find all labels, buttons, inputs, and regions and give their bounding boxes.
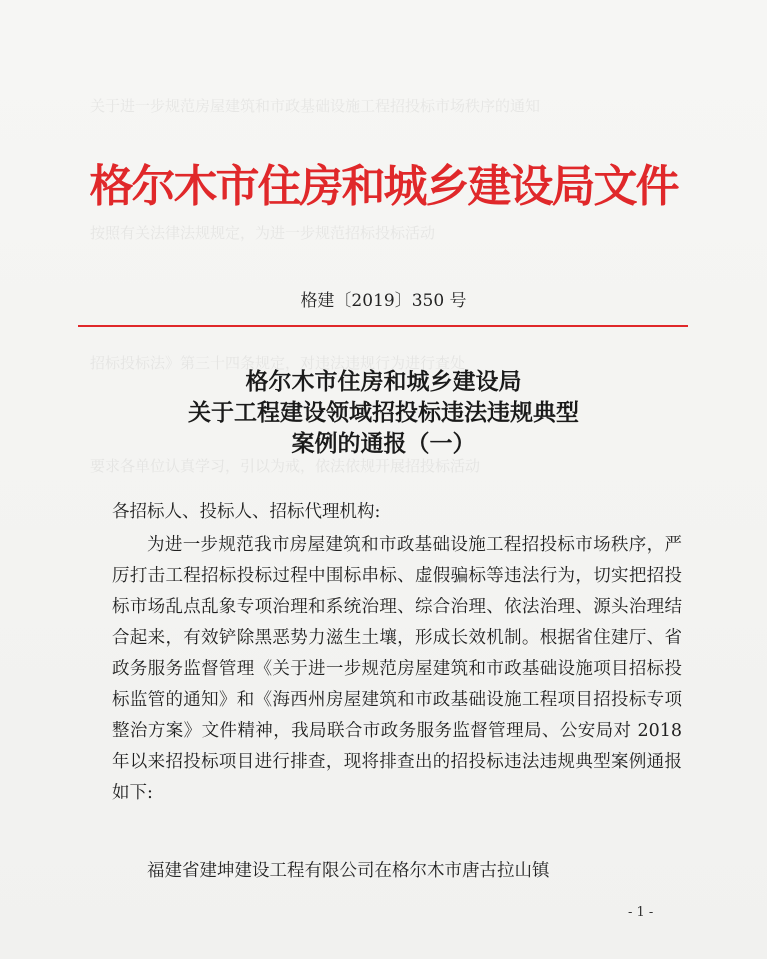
- header-divider: [78, 325, 688, 327]
- subject-line-1: 格尔木市住房和城乡建设局: [245, 368, 522, 395]
- document-header-title: 格尔木市住房和城乡建设局文件: [89, 161, 678, 212]
- document-number: 格建〔2019〕350 号: [300, 291, 467, 311]
- bleed-through-text: 关于进一步规范房屋建筑和市政基础设施工程招投标市场秩序的通知: [90, 97, 541, 115]
- bleed-through-text: 按照有关法律法规规定，为进一步规范招标投标活动: [90, 224, 436, 242]
- body-paragraph-1: 为进一步规范我市房屋建筑和市政基础设施工程招投标市场秩序，严厉打击工程招标投标过程中围标串标、虚假骗标等违法行为，切实把招投标市场乱点乱象专项治理和系统治理、综合治理、依法治理、源头治理结合起来，有效铲除黑恶势力滋生土壤，形成长效机制。根据省住建厅、省政务服务监督管理《关于进一步规范房屋建筑和市政基础设施项目招标投标监管的通知》和《海西州房屋建筑和市政基础设施工程项目招投标专项整治方案》文件精神，我局联合市政务服务监督管理局、公安局对 2018 年以来招投标项目进行排查，现将排查出的招投标违法违规典型案例通报如下:: [112, 535, 682, 803]
- body-paragraph-2: 福建省建坤建设工程有限公司在格尔木市唐古拉山镇: [147, 861, 550, 881]
- subject-line-2: 关于工程建设领域招投标违法违规典型: [188, 399, 579, 426]
- bleed-through-text: 要求各单位认真学习，引以为戒，依法依规开展招投标活动: [90, 457, 481, 475]
- bleed-through-text: 招标投标法》第三十四条规定，对违法违规行为进行查处: [90, 354, 466, 372]
- salutation: 各招标人、投标人、招标代理机构:: [112, 502, 381, 522]
- document-subject: [0, 366, 767, 459]
- page-number: - 1 -: [628, 905, 654, 920]
- subject-line-3: 案例的通报（一）: [291, 430, 476, 457]
